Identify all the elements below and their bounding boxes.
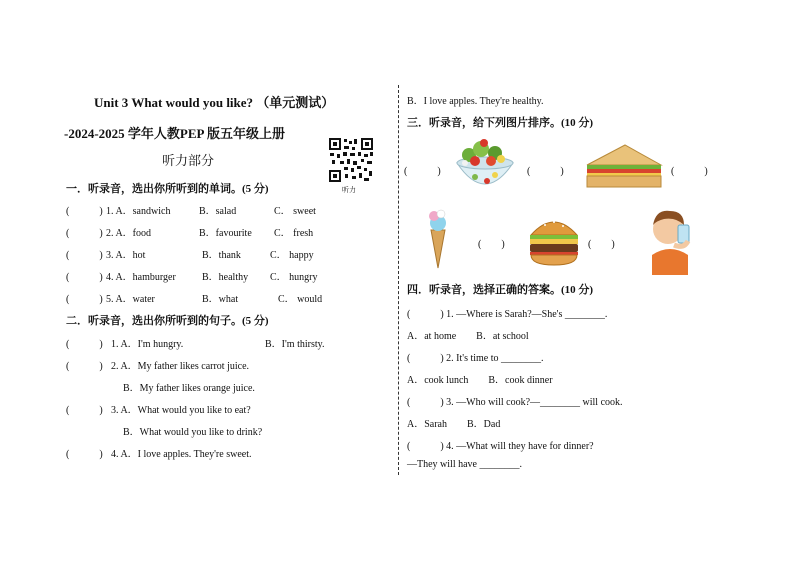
- picture-2-blank[interactable]: ( ): [527, 166, 564, 177]
- picture-4-blank[interactable]: ( ): [478, 239, 505, 250]
- s2-q4-option-a: 4. A．I love apples. They're sweet.: [111, 449, 252, 460]
- q5-option-b: B．what: [202, 294, 239, 305]
- s2-q3-paren[interactable]: ( ): [66, 405, 103, 416]
- s2-q3-option-b: B．What would you like to drink?: [123, 427, 263, 438]
- s4-q3-options: A．Sarah B．Dad: [407, 419, 501, 430]
- column-divider: [398, 85, 399, 475]
- picture-1-blank[interactable]: ( ): [404, 166, 441, 177]
- s2-q4-paren[interactable]: ( ): [66, 449, 103, 460]
- ice-cream-picture: [426, 208, 450, 270]
- s4-q1[interactable]: ( ) 1. —Where is Sarah?—She's ________.: [407, 309, 608, 320]
- q2-option-b: B．favourite: [199, 228, 252, 239]
- picture-3-blank[interactable]: ( ): [671, 166, 708, 177]
- q5-option-a: 5. A．water: [106, 294, 155, 305]
- q1-option-a: 1. A．sandwich: [106, 206, 171, 217]
- q2-option-c: C． fresh: [274, 228, 314, 239]
- q3-paren[interactable]: ( ): [66, 250, 103, 261]
- qr-code: [328, 137, 374, 183]
- s4-q1-options: A．at home B．at school: [407, 331, 529, 342]
- q1-option-c: C． sweet: [274, 206, 316, 217]
- s2-q1-option-a: 1. A．I'm hungry.: [111, 339, 184, 350]
- q5-option-c: C． would: [278, 294, 323, 305]
- worksheet-subtitle: -2024-2025 学年人教PEP 版五年级上册: [64, 126, 285, 141]
- q2-option-a: 2. A．food: [106, 228, 151, 239]
- section-1-title: 一．听录音，选出你所听到的单词。(5 分): [66, 183, 269, 195]
- picture-5-blank[interactable]: ( ): [588, 239, 615, 250]
- q3-option-a: 3. A．hot: [106, 250, 146, 261]
- salad-picture: [453, 133, 517, 199]
- s4-q2-options: A．cook lunch B．cook dinner: [407, 375, 553, 386]
- s2-q2-paren[interactable]: ( ): [66, 361, 103, 372]
- q3-option-c: C． happy: [270, 250, 314, 261]
- hamburger-picture: [527, 213, 581, 267]
- q1-paren[interactable]: ( ): [66, 206, 103, 217]
- q4-paren[interactable]: ( ): [66, 272, 103, 283]
- s2-q4-option-b: B．I love apples. They're healthy.: [407, 96, 544, 107]
- q3-option-b: B．thank: [202, 250, 241, 261]
- section-4-title: 四．听录音，选择正确的答案。(10 分): [407, 284, 594, 296]
- s2-q1-paren[interactable]: ( ): [66, 339, 103, 350]
- q4-option-c: C． hungry: [270, 272, 318, 283]
- sandwich-picture: [585, 143, 663, 189]
- qr-caption: 听力: [342, 186, 356, 194]
- q1-option-b: B．salad: [199, 206, 237, 217]
- s2-q2-option-a: 2. A．My father likes carrot juice.: [111, 361, 250, 372]
- q2-paren[interactable]: ( ): [66, 228, 103, 239]
- s4-q2[interactable]: ( ) 2. It's time to ________.: [407, 353, 544, 364]
- q5-paren[interactable]: ( ): [66, 294, 103, 305]
- s4-q3[interactable]: ( ) 3. —Who will cook?—________ will cook.: [407, 397, 623, 408]
- worksheet-title: Unit 3 What would you like? （单元测试）: [94, 95, 335, 110]
- s2-q1-option-b: B．I'm thirsty.: [265, 339, 325, 350]
- section-3-title: 三．听录音，给下列图片排序。(10 分): [407, 117, 594, 129]
- s4-q4[interactable]: ( ) 4. —What will they have for dinner?: [407, 441, 594, 452]
- q4-option-a: 4. A．hamburger: [106, 272, 176, 283]
- s2-q2-option-b: B．My father likes orange juice.: [123, 383, 255, 394]
- s4-q4-answer-line[interactable]: —They will have ________.: [407, 459, 522, 470]
- q4-option-b: B．healthy: [202, 272, 249, 283]
- s2-q3-option-a: 3. A．What would you like to eat?: [111, 405, 251, 416]
- section-2-title: 二．听录音，选出你所听到的句子。(5 分): [66, 315, 269, 327]
- listening-part-heading: 听力部分: [162, 153, 215, 168]
- boy-drinking-water-picture: [644, 205, 696, 275]
